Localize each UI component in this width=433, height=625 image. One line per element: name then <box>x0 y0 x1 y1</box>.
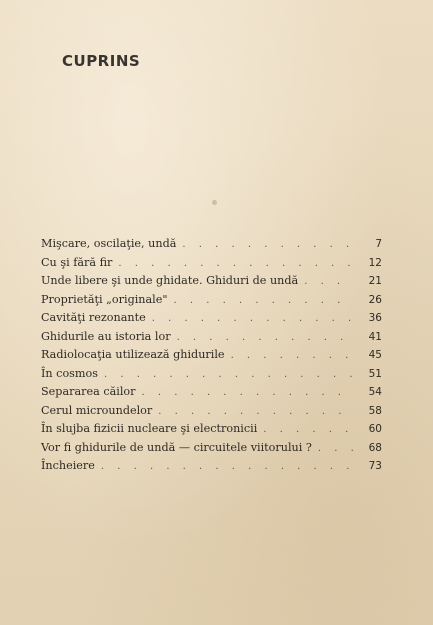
toc-entry-page: 36 <box>368 312 382 324</box>
toc-entry-title: Radiolocaţia utilizează ghidurile <box>41 348 225 361</box>
toc-entry-title: Cavităţi rezonante <box>41 311 146 324</box>
toc-entry-page: 60 <box>368 423 382 435</box>
toc-dot-leader <box>104 366 354 385</box>
toc-entry <box>41 365 382 384</box>
toc-entry <box>41 420 382 439</box>
toc-entry-page: 58 <box>368 404 382 417</box>
toc-entry-title: Mişcare, oscilaţie, undă <box>41 237 177 250</box>
toc-entry <box>41 272 382 291</box>
toc-entry <box>41 346 382 365</box>
toc-entry-title: Încheiere <box>41 459 95 472</box>
toc-entry-title: Separarea căilor <box>41 385 136 398</box>
toc-entry <box>41 254 382 273</box>
toc-dot-leader <box>152 310 354 329</box>
toc-entry-title: Unde libere şi unde ghidate. Ghiduri de undă <box>41 274 299 287</box>
toc-entry-page: 68 <box>368 441 382 454</box>
table-of-contents <box>41 235 382 476</box>
toc-entry-title: În cosmos <box>41 366 99 380</box>
toc-entry <box>41 439 382 458</box>
toc-entry-page: 12 <box>368 256 382 269</box>
page-title: CUPRINS <box>62 52 141 70</box>
paper-speck <box>212 200 217 205</box>
toc-entry-page: 73 <box>368 460 382 472</box>
toc-entry-title: Vor fi ghidurile de undă — circuitele viitorului ? <box>41 440 312 454</box>
toc-dot-leader <box>263 421 354 440</box>
toc-entry-title: Ghidurile au istoria lor <box>41 329 171 343</box>
toc-entry <box>41 235 382 254</box>
toc-entry-page: 45 <box>368 349 382 361</box>
toc-dot-leader <box>182 236 354 255</box>
toc-entry-page: 51 <box>368 367 382 380</box>
toc-dot-leader <box>158 403 354 422</box>
toc-dot-leader <box>304 273 354 292</box>
toc-entry-page: 21 <box>368 275 382 287</box>
toc-entry <box>41 457 382 476</box>
toc-entry <box>41 291 382 310</box>
toc-entry <box>41 309 382 328</box>
toc-entry-title: Cu şi fără fir <box>41 255 113 269</box>
toc-entry-title: Cerul microundelor <box>41 403 153 417</box>
toc-entry-page: 26 <box>368 293 382 306</box>
toc-dot-leader <box>177 329 354 348</box>
toc-entry <box>41 383 382 402</box>
toc-dot-leader <box>101 458 354 477</box>
toc-dot-leader <box>118 255 354 274</box>
toc-entry <box>41 402 382 421</box>
toc-entry-page: 41 <box>368 330 382 343</box>
toc-dot-leader <box>174 292 354 311</box>
toc-entry-title: Proprietăţi „originale" <box>41 292 168 306</box>
toc-dot-leader <box>142 384 354 403</box>
toc-dot-leader <box>318 440 354 459</box>
toc-entry-page: 7 <box>375 238 382 250</box>
toc-entry-page: 54 <box>368 386 382 398</box>
toc-entry <box>41 328 382 347</box>
toc-dot-leader <box>231 347 354 366</box>
toc-entry-title: În slujba fizicii nucleare şi electronicii <box>41 422 258 435</box>
